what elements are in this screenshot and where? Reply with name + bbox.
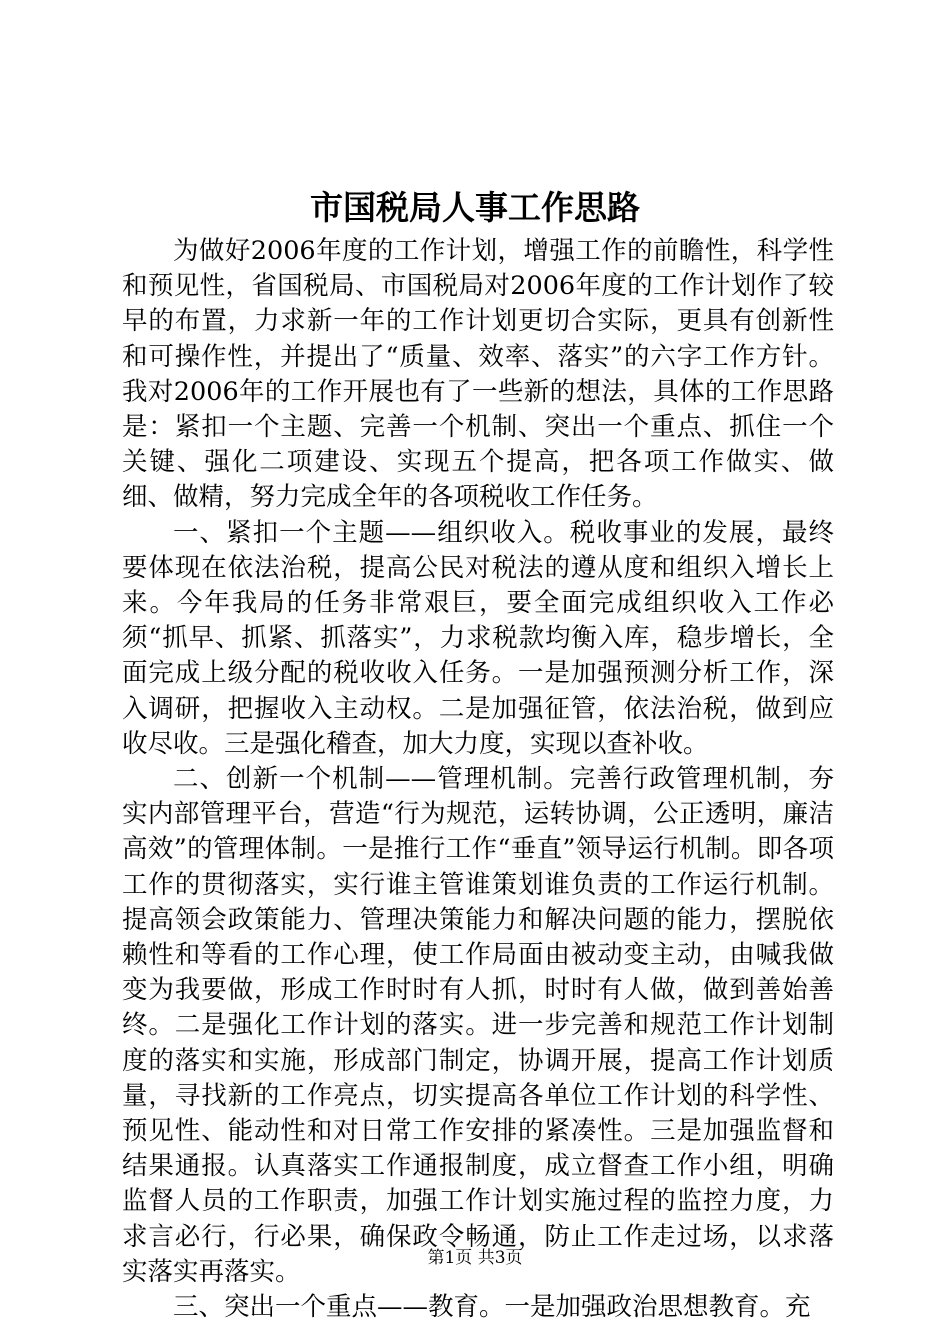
paragraph-section-2: 二、创新一个机制——管理机制。完善行政管理机制，夯实内部管理平台，营造“行为规范，运转协调，公正透明，廉洁高效”的管理体制。一是推行工作“垂直”领导运行机制。即各项工作的贯彻落实，实行谁主管谁策划谁负责的工作运行机制。提高领会政策能力、管理决策能力和解决问题的能力，摆脱依赖性和等看的工作心理，使工作局面由被动变主动，由喊我做变为我要做，形成工作时时有人抓，时时有人做，做到善始善终。二是强化工作计划的落实。进一步完善和规范工作计划制度的落实和实施，形成部门制定，协调开展，提高工作计划质量，寻找新的工作亮点，切实提高各单位工作计划的科学性、预见性、能动性和对日常工作安排的紧凑性。三是加强监督和结果通报。认真落实工作通报制度，成立督查工作小组，明确监督人员的工作职责，加强工作计划实施过程的监控力度，力求言必行，行必果，确保政令畅通，防止工作走过场，以求落实落实再落实。 (122, 764, 834, 1287)
paragraph-section-3: 三、突出一个重点——教育。一是加强政治思想教育。充 (173, 1292, 811, 1323)
paragraph-section-1: 一、紧扣一个主题——组织收入。税收事业的发展，最终要体现在依法治税，提高公民对税法的遵从度和组织入增长上来。今年我局的任务非常艰巨，要全面完成组织收入工作必须“抓早、抓紧、抓落实”，力求税款均衡入库，稳步增长，全面完成上级分配的税收收入任务。一是加强预测分析工作，深入调研，把握收入主动权。二是加强征管，依法治税，做到应收尽收。三是强化稽查，加大力度，实现以查补收。 (122, 517, 834, 759)
paragraph-intro: 为做好2006年度的工作计划，增强工作的前瞻性，科学性和预见性，省国税局、市国税局对2006年度的工作计划作了较早的布置，力求新一年的工作计划更切合实际，更具有创新性和可操作性，并提出了“质量、效率、落实”的六字工作方针。我对2006年的工作开展也有了一些新的想法，具体的工作思路是：紧扣一个主题、完善一个机制、突出一个重点、抓住一个关键、强化二项建设、实现五个提高，把各项工作做实、做细、做精，努力完成全年的各项税收工作任务。 (122, 236, 834, 513)
document-body (122, 234, 834, 1325)
page-footer: 第1页 共3页 (427, 1248, 523, 1268)
document-title: 市国税局人事工作思路 (310, 188, 640, 227)
